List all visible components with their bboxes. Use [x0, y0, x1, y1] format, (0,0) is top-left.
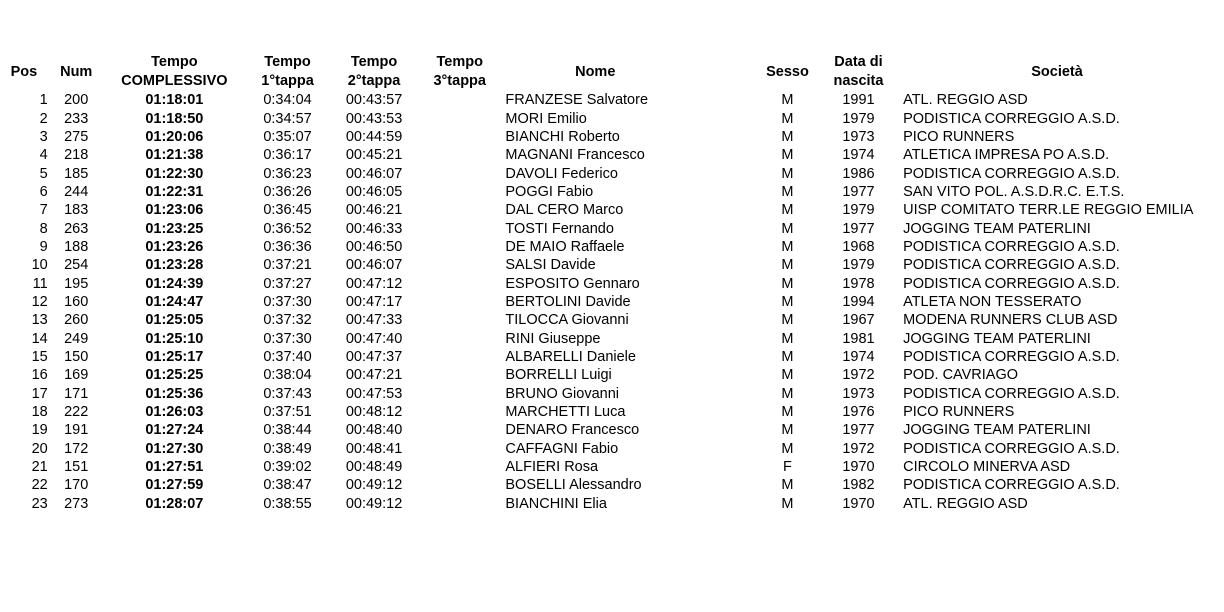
cell-nome: POGGI Fabio — [505, 183, 594, 200]
cell-tempo-complessivo: 01:23:26 — [145, 238, 204, 255]
cell-sesso: M — [781, 330, 794, 347]
cell-num: 244 — [64, 183, 89, 200]
cell-tempo-tappa2: 00:48:41 — [345, 440, 403, 457]
cell-tempo-tappa2: 00:46:07 — [345, 257, 403, 274]
cell-tempo-tappa2: 00:47:40 — [345, 330, 403, 347]
cell-societa: PODISTICA CORREGGIO A.S.D. — [903, 275, 1120, 292]
results-table-container — [0, 53, 1224, 513]
header-tempo-complessivo-line1: Tempo — [151, 54, 198, 70]
cell-tempo-tappa1: 0:37:40 — [263, 348, 312, 365]
cell-pos: 22 — [31, 477, 48, 494]
cell-tempo-tappa3 — [417, 274, 502, 292]
cell-tempo-tappa2: 00:47:53 — [345, 385, 403, 402]
cell-tempo-complessivo: 01:27:24 — [145, 422, 204, 439]
cell-tempo-tappa1: 0:38:49 — [263, 440, 312, 457]
cell-pos: 5 — [39, 165, 48, 182]
table-row — [0, 403, 1224, 421]
cell-tempo-tappa1: 0:36:45 — [263, 202, 312, 219]
cell-tempo-complessivo: 01:25:36 — [145, 385, 204, 402]
cell-sesso: M — [781, 257, 794, 274]
cell-pos: 10 — [31, 257, 48, 274]
cell-tempo-complessivo: 01:24:39 — [145, 275, 204, 292]
header-tappa1-line1: Tempo — [264, 54, 311, 70]
table-row — [0, 458, 1224, 476]
cell-tempo-complessivo: 01:23:25 — [145, 220, 204, 237]
header-data-nascita-line1: Data di — [834, 54, 883, 70]
cell-data-nascita: 1972 — [842, 367, 875, 384]
cell-data-nascita: 1970 — [842, 459, 875, 476]
table-row — [0, 238, 1224, 256]
cell-nome: DENARO Francesco — [505, 422, 640, 439]
cell-sesso: M — [781, 440, 794, 457]
cell-num: 200 — [64, 92, 89, 109]
table-row — [0, 146, 1224, 164]
header-tappa1-line2: 1°tappa — [261, 73, 314, 89]
cell-sesso: M — [781, 147, 794, 164]
table-row — [0, 256, 1224, 274]
cell-societa: PODISTICA CORREGGIO A.S.D. — [903, 257, 1120, 274]
cell-societa: JOGGING TEAM PATERLINI — [903, 422, 1091, 439]
cell-tempo-tappa3 — [417, 256, 502, 274]
cell-tempo-complessivo: 01:22:31 — [145, 183, 204, 200]
cell-pos: 21 — [31, 459, 48, 476]
cell-pos: 7 — [39, 202, 48, 219]
table-row — [0, 329, 1224, 347]
header-pos: Pos — [10, 63, 38, 80]
header-tappa1 — [244, 53, 331, 91]
cell-tempo-complessivo: 01:18:50 — [145, 110, 204, 127]
cell-tempo-tappa1: 0:37:51 — [263, 404, 312, 421]
cell-tempo-tappa2: 00:48:49 — [345, 459, 403, 476]
cell-data-nascita: 1974 — [842, 147, 875, 164]
cell-data-nascita: 1973 — [842, 128, 875, 145]
cell-tempo-tappa2: 00:43:53 — [345, 110, 403, 127]
cell-num: 170 — [64, 477, 89, 494]
results-body — [0, 91, 1224, 513]
cell-tempo-complessivo: 01:25:10 — [145, 330, 204, 347]
cell-societa: ATL. REGGIO ASD — [903, 92, 1028, 109]
cell-nome: MARCHETTI Luca — [505, 404, 626, 421]
cell-sesso: M — [781, 348, 794, 365]
cell-societa: JOGGING TEAM PATERLINI — [903, 330, 1091, 347]
cell-tempo-complessivo: 01:23:06 — [145, 202, 204, 219]
cell-societa: PODISTICA CORREGGIO A.S.D. — [903, 238, 1120, 255]
cell-tempo-tappa3 — [417, 311, 502, 329]
cell-tempo-tappa1: 0:37:27 — [263, 275, 312, 292]
cell-societa: POD. CAVRIAGO — [903, 367, 1019, 384]
cell-tempo-tappa1: 0:34:04 — [263, 92, 312, 109]
cell-tempo-tappa3 — [417, 458, 502, 476]
cell-tempo-tappa3 — [417, 440, 502, 458]
cell-pos: 17 — [31, 385, 48, 402]
cell-tempo-tappa1: 0:34:57 — [263, 110, 312, 127]
cell-tempo-complessivo: 01:18:01 — [145, 92, 204, 109]
cell-tempo-tappa1: 0:37:21 — [263, 257, 312, 274]
cell-pos: 8 — [39, 220, 48, 237]
cell-nome: BRUNO Giovanni — [505, 385, 620, 402]
table-row — [0, 109, 1224, 127]
cell-tempo-tappa3 — [417, 183, 502, 201]
cell-nome: DAL CERO Marco — [505, 202, 624, 219]
cell-tempo-tappa1: 0:36:23 — [263, 165, 312, 182]
cell-tempo-complessivo: 01:24:47 — [145, 293, 204, 310]
cell-data-nascita: 1977 — [842, 422, 875, 439]
cell-tempo-tappa2: 00:48:12 — [345, 404, 403, 421]
header-tappa2 — [331, 53, 417, 91]
header-tappa2-line1: Tempo — [350, 54, 398, 70]
cell-sesso: M — [781, 312, 794, 329]
cell-tempo-tappa1: 0:35:07 — [263, 128, 312, 145]
cell-tempo-tappa1: 0:36:17 — [263, 147, 312, 164]
cell-tempo-tappa3 — [417, 329, 502, 347]
cell-pos: 14 — [31, 330, 48, 347]
cell-tempo-tappa3 — [417, 495, 502, 513]
cell-pos: 11 — [32, 275, 48, 292]
cell-data-nascita: 1973 — [842, 385, 875, 402]
cell-tempo-tappa1: 0:37:30 — [263, 330, 312, 347]
cell-societa: PICO RUNNERS — [903, 128, 1015, 145]
cell-tempo-complessivo: 01:22:30 — [145, 165, 204, 182]
header-tempo-complessivo-line2: COMPLESSIVO — [121, 73, 228, 89]
cell-nome: DE MAIO Raffaele — [505, 238, 625, 255]
cell-tempo-tappa1: 0:36:26 — [263, 183, 312, 200]
cell-tempo-tappa2: 00:47:33 — [345, 312, 403, 329]
header-tappa3-line1: Tempo — [436, 54, 483, 70]
cell-data-nascita: 1979 — [842, 110, 875, 127]
cell-societa: PODISTICA CORREGGIO A.S.D. — [903, 477, 1120, 494]
cell-nome: ALBARELLI Daniele — [505, 348, 636, 365]
cell-num: 263 — [64, 220, 89, 237]
cell-num: 169 — [64, 367, 89, 384]
cell-nome: CAFFAGNI Fabio — [505, 440, 619, 457]
cell-tempo-tappa1: 0:38:44 — [263, 422, 312, 439]
table-row — [0, 421, 1224, 439]
cell-tempo-complessivo: 01:25:05 — [145, 312, 204, 329]
cell-data-nascita: 1970 — [842, 495, 875, 512]
cell-nome: ESPOSITO Gennaro — [505, 275, 640, 292]
cell-data-nascita: 1994 — [842, 293, 875, 310]
cell-num: 218 — [64, 147, 89, 164]
cell-nome: MAGNANI Francesco — [505, 147, 645, 164]
cell-sesso: M — [781, 183, 794, 200]
header-sesso: Sesso — [766, 63, 809, 80]
cell-sesso: M — [781, 385, 794, 402]
cell-data-nascita: 1968 — [842, 238, 875, 255]
header-societa: Società — [1031, 63, 1083, 80]
cell-sesso: M — [781, 238, 794, 255]
cell-sesso: M — [781, 202, 794, 219]
cell-num: 233 — [64, 110, 89, 127]
table-row — [0, 348, 1224, 366]
cell-societa: JOGGING TEAM PATERLINI — [903, 220, 1091, 237]
cell-tempo-tappa3 — [417, 146, 502, 164]
cell-pos: 13 — [31, 312, 48, 329]
cell-sesso: M — [781, 404, 794, 421]
cell-tempo-tappa2: 00:46:50 — [345, 238, 403, 255]
cell-num: 195 — [64, 275, 89, 292]
cell-tempo-tappa3 — [417, 348, 502, 366]
cell-tempo-complessivo: 01:28:07 — [145, 495, 204, 512]
cell-data-nascita: 1972 — [842, 440, 875, 457]
cell-data-nascita: 1976 — [842, 404, 875, 421]
cell-societa: SAN VITO POL. A.S.D.R.C. E.T.S. — [903, 183, 1125, 200]
cell-societa: PODISTICA CORREGGIO A.S.D. — [903, 110, 1120, 127]
cell-tempo-complessivo: 01:23:28 — [145, 257, 204, 274]
cell-sesso: M — [781, 128, 794, 145]
table-row — [0, 385, 1224, 403]
table-row — [0, 440, 1224, 458]
cell-tempo-tappa3 — [417, 421, 502, 439]
cell-num: 183 — [64, 202, 89, 219]
cell-sesso: M — [781, 367, 794, 384]
cell-data-nascita: 1967 — [842, 312, 875, 329]
cell-tempo-tappa1: 0:37:43 — [263, 385, 312, 402]
header-tempo-complessivo — [105, 53, 244, 91]
cell-sesso: M — [781, 165, 794, 182]
cell-pos: 20 — [31, 440, 48, 457]
cell-nome: BORRELLI Luigi — [505, 367, 612, 384]
table-row — [0, 476, 1224, 494]
header-data-nascita — [817, 53, 900, 91]
cell-tempo-tappa2: 00:47:12 — [345, 275, 403, 292]
cell-tempo-tappa3 — [417, 366, 502, 384]
cell-data-nascita: 1979 — [842, 257, 875, 274]
cell-tempo-complessivo: 01:21:38 — [145, 147, 204, 164]
cell-data-nascita: 1979 — [842, 202, 875, 219]
cell-num: 160 — [64, 293, 89, 310]
cell-tempo-tappa2: 00:46:33 — [345, 220, 403, 237]
cell-num: 254 — [64, 257, 89, 274]
cell-data-nascita: 1978 — [842, 275, 875, 292]
cell-tempo-tappa1: 0:38:04 — [263, 367, 312, 384]
cell-pos: 1 — [39, 92, 48, 109]
cell-tempo-complessivo: 01:27:51 — [145, 459, 204, 476]
cell-pos: 4 — [39, 147, 48, 164]
cell-tempo-tappa2: 00:47:37 — [345, 348, 403, 365]
cell-pos: 15 — [31, 348, 48, 365]
cell-num: 172 — [64, 440, 89, 457]
cell-pos: 23 — [31, 495, 48, 512]
cell-tempo-tappa1: 0:36:36 — [263, 238, 312, 255]
cell-sesso: F — [783, 459, 792, 476]
table-row — [0, 495, 1224, 513]
cell-tempo-tappa2: 00:48:40 — [345, 422, 403, 439]
cell-sesso: M — [781, 275, 794, 292]
cell-tempo-tappa2: 00:47:21 — [345, 367, 403, 384]
cell-societa: PODISTICA CORREGGIO A.S.D. — [903, 440, 1120, 457]
cell-num: 275 — [64, 128, 89, 145]
cell-num: 185 — [64, 165, 89, 182]
cell-nome: TOSTI Fernando — [505, 220, 614, 237]
cell-nome: BERTOLINI Davide — [505, 293, 631, 310]
cell-pos: 16 — [31, 367, 48, 384]
cell-tempo-tappa2: 00:47:17 — [345, 293, 403, 310]
cell-tempo-tappa3 — [417, 109, 502, 127]
cell-tempo-tappa2: 00:46:05 — [345, 183, 403, 200]
cell-tempo-tappa1: 0:37:32 — [263, 312, 312, 329]
cell-tempo-tappa3 — [417, 164, 502, 182]
table-row — [0, 274, 1224, 292]
cell-nome: RINI Giuseppe — [505, 330, 601, 347]
table-row — [0, 164, 1224, 182]
cell-data-nascita: 1982 — [842, 477, 875, 494]
cell-pos: 9 — [39, 238, 48, 255]
table-row — [0, 311, 1224, 329]
table-row — [0, 366, 1224, 384]
cell-pos: 6 — [39, 183, 48, 200]
cell-tempo-tappa3 — [417, 91, 502, 109]
header-row — [0, 53, 1224, 91]
results-table — [0, 53, 1224, 513]
cell-data-nascita: 1981 — [842, 330, 875, 347]
cell-nome: SALSI Davide — [505, 257, 596, 274]
cell-tempo-tappa2: 00:44:59 — [345, 128, 403, 145]
cell-tempo-complessivo: 01:27:59 — [145, 477, 204, 494]
cell-tempo-tappa2: 00:49:12 — [345, 477, 403, 494]
header-nome: Nome — [575, 63, 616, 80]
cell-tempo-tappa1: 0:39:02 — [263, 459, 312, 476]
cell-tempo-complessivo: 01:25:17 — [145, 348, 204, 365]
cell-tempo-tappa3 — [417, 201, 502, 219]
cell-num: 151 — [64, 459, 89, 476]
header-tappa3 — [417, 53, 502, 91]
cell-nome: MORI Emilio — [505, 110, 587, 127]
cell-tempo-complessivo: 01:20:06 — [145, 128, 204, 145]
cell-pos: 3 — [39, 128, 48, 145]
cell-data-nascita: 1991 — [842, 92, 875, 109]
cell-num: 249 — [64, 330, 89, 347]
cell-tempo-tappa1: 0:38:55 — [263, 495, 312, 512]
cell-sesso: M — [781, 293, 794, 310]
table-row — [0, 91, 1224, 109]
cell-num: 273 — [64, 495, 89, 512]
cell-societa: PICO RUNNERS — [903, 404, 1015, 421]
table-row — [0, 128, 1224, 146]
cell-societa: CIRCOLO MINERVA ASD — [903, 459, 1071, 476]
cell-societa: ATL. REGGIO ASD — [903, 495, 1028, 512]
cell-num: 222 — [64, 404, 89, 421]
cell-data-nascita: 1974 — [842, 348, 875, 365]
cell-tempo-tappa1: 0:38:47 — [263, 477, 312, 494]
cell-tempo-tappa2: 00:46:07 — [345, 165, 403, 182]
cell-sesso: M — [781, 110, 794, 127]
table-row — [0, 219, 1224, 237]
cell-tempo-tappa3 — [417, 403, 502, 421]
cell-societa: ATLETA NON TESSERATO — [903, 293, 1082, 310]
header-num: Num — [60, 63, 93, 80]
cell-societa: MODENA RUNNERS CLUB ASD — [903, 312, 1118, 329]
cell-tempo-tappa3 — [417, 128, 502, 146]
cell-nome: DAVOLI Federico — [505, 165, 618, 182]
cell-tempo-tappa1: 0:37:30 — [263, 293, 312, 310]
cell-tempo-complessivo: 01:26:03 — [145, 404, 204, 421]
cell-tempo-tappa2: 00:45:21 — [345, 147, 403, 164]
table-row — [0, 201, 1224, 219]
cell-sesso: M — [781, 220, 794, 237]
cell-tempo-tappa2: 00:46:21 — [345, 202, 403, 219]
cell-data-nascita: 1986 — [842, 165, 875, 182]
table-row — [0, 183, 1224, 201]
header-tappa3-line2: 3°tappa — [433, 73, 486, 89]
cell-pos: 18 — [31, 404, 48, 421]
cell-societa: PODISTICA CORREGGIO A.S.D. — [903, 165, 1120, 182]
table-row — [0, 293, 1224, 311]
header-data-nascita-line2: nascita — [833, 73, 884, 89]
cell-num: 188 — [64, 238, 89, 255]
cell-societa: PODISTICA CORREGGIO A.S.D. — [903, 385, 1120, 402]
cell-num: 260 — [64, 312, 89, 329]
cell-nome: FRANZESE Salvatore — [505, 92, 649, 109]
cell-data-nascita: 1977 — [842, 220, 875, 237]
cell-tempo-tappa2: 00:43:57 — [345, 92, 403, 109]
cell-tempo-tappa3 — [417, 293, 502, 311]
cell-societa: ATLETICA IMPRESA PO A.S.D. — [903, 147, 1110, 164]
cell-nome: ALFIERI Rosa — [505, 459, 599, 476]
cell-tempo-tappa3 — [417, 476, 502, 494]
cell-data-nascita: 1977 — [842, 183, 875, 200]
cell-pos: 12 — [31, 293, 48, 310]
cell-num: 150 — [64, 348, 89, 365]
cell-sesso: M — [781, 92, 794, 109]
cell-nome: TILOCCA Giovanni — [505, 312, 629, 329]
cell-societa: UISP COMITATO TERR.LE REGGIO EMILIA — [903, 202, 1194, 219]
cell-tempo-tappa3 — [417, 238, 502, 256]
cell-num: 171 — [64, 385, 89, 402]
cell-sesso: M — [781, 422, 794, 439]
cell-pos: 19 — [31, 422, 48, 439]
cell-tempo-tappa2: 00:49:12 — [345, 495, 403, 512]
cell-tempo-tappa1: 0:36:52 — [263, 220, 312, 237]
header-tappa2-line2: 2°tappa — [347, 73, 401, 89]
cell-tempo-complessivo: 01:25:25 — [145, 367, 204, 384]
cell-nome: BIANCHINI Elia — [505, 495, 607, 512]
cell-num: 191 — [64, 422, 89, 439]
cell-sesso: M — [781, 495, 794, 512]
cell-nome: BIANCHI Roberto — [505, 128, 620, 145]
cell-societa: PODISTICA CORREGGIO A.S.D. — [903, 348, 1120, 365]
cell-pos: 2 — [39, 110, 48, 127]
cell-tempo-tappa3 — [417, 385, 502, 403]
cell-tempo-complessivo: 01:27:30 — [145, 440, 204, 457]
cell-nome: BOSELLI Alessandro — [505, 477, 642, 494]
cell-sesso: M — [781, 477, 794, 494]
cell-tempo-tappa3 — [417, 219, 502, 237]
